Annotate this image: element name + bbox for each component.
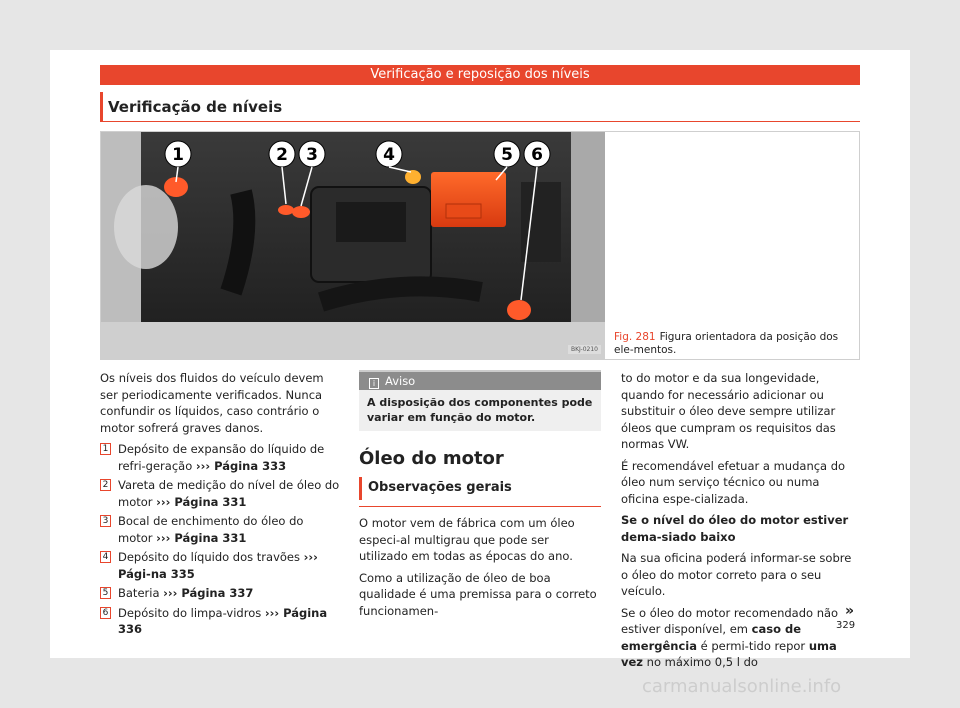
item-text: Depósito de expansão do líquido de refri-geração [118,442,325,473]
watermark: carmanualsonline.info [642,676,842,697]
item-text: Depósito do líquido dos travões [118,550,300,564]
section-title: Óleo do motor [359,448,504,469]
callout-4-label: 4 [383,145,395,165]
paragraph: to do motor e da sua longevidade, quando for necessário adicionar ou substituir o óleo deve sempre utilizar óleos que cumpram os requisitos das normas VW. [621,371,836,451]
front-bumper [101,322,605,359]
subsection-title: Observações gerais [368,479,512,495]
callout-1-label: 1 [172,145,184,165]
page-link[interactable]: ››› Página 337 [163,586,254,600]
callout-5-label: 5 [501,145,513,165]
oil-dipstick [278,205,294,215]
item-text: Depósito do limpa-vidros [118,605,262,620]
text-run: é permi-tido repor [697,638,809,653]
battery-terminal [446,204,481,218]
battery [431,172,506,227]
item-number: 1 [100,443,111,455]
notice-box [359,370,601,431]
figure-caption [614,331,854,357]
emphasis: caso de emergência [621,622,802,653]
coolant-tank [114,185,178,269]
text-run: no máximo 0,5 l do [643,655,758,669]
item-number: 6 [100,607,111,619]
figure-box [100,131,860,360]
list-item [100,605,340,638]
item-text: Bocal de enchimento do óleo do motor [118,514,304,545]
paragraph: Como a utilização de óleo de boa qualidade é uma premissa para o correto funcionamen- [359,570,597,618]
page-link[interactable]: ››› Página 331 [156,494,247,509]
page-link[interactable]: ››› Pági-na 335 [118,550,318,581]
list-item [100,549,340,582]
text-run: Se o óleo do motor recomendado não estiver disponível, em [621,605,839,636]
column-1 [100,370,340,641]
bold-heading: Se o nível do óleo do motor estiver dema-siado baixo [621,513,849,544]
subsection-underline [359,506,601,507]
figure-number: Fig. 281 [614,331,656,343]
paragraph: É recomendável efetuar a mudança do óleo num serviço técnico ou numa oficina espe-cializada. [621,458,846,506]
brake-fluid-cap [405,170,421,184]
item-number: 5 [100,587,111,599]
notice-title: Aviso [385,374,416,388]
item-text: Vareta de medição do nível de óleo do motor [118,478,340,509]
callout-6-label: 6 [531,145,543,165]
notice-text: A disposição dos componentes pode variar em função do motor. [359,390,601,431]
column-2 [359,370,601,624]
column-3 [621,370,861,676]
paragraph: O motor vem de fábrica com um óleo especi-al multigrau que pode ser utilizado em todas as épocas do ano. [359,516,575,563]
list-item [100,585,340,602]
page-link[interactable]: ››› Página 331 [156,530,247,545]
chapter-banner: Verificação e reposição dos níveis [100,65,860,85]
intro-paragraph: Os níveis dos fluidos do veículo devem ser periodicamente verificados. Nunca confundir os líquidos, caso contrário o motor sofrerá graves danos. [100,371,324,435]
list-item [100,441,340,474]
notice-header [359,372,601,390]
section-heading: Verificação de níveis [108,98,283,116]
paragraph [621,605,861,671]
heading-underline [100,121,860,122]
figure-caption-text: Figura orientadora da posição dos ele-mentos. [614,331,839,356]
subsection-heading [359,480,601,497]
engine-bay-photo [101,132,605,359]
page-link[interactable]: ››› Página 336 [118,605,328,636]
list-item [100,477,340,510]
item-number: 2 [100,479,111,491]
item-number: 4 [100,551,111,563]
subsection-accent-bar [359,477,362,500]
photo-code: BKJ-0210 [568,345,601,354]
info-icon: i [369,378,379,389]
callout-3-label: 3 [306,145,318,165]
manual-page [50,50,910,669]
callout-2-label: 2 [276,145,288,165]
item-text: Bateria [118,586,160,600]
washer-cap [507,300,531,320]
intake-hose [231,192,244,292]
engine-cover-panel [336,202,406,242]
item-number: 3 [100,515,111,527]
continue-mark: » [845,603,855,619]
page-number: 329 [836,620,856,631]
page-link[interactable]: ››› Página 333 [195,458,287,473]
oil-filler-cap [292,206,310,218]
list-item [100,513,340,546]
paragraph: Na sua oficina poderá informar-se sobre o óleo do motor correto para o seu veículo. [621,551,852,598]
emphasis: uma vez [621,638,837,669]
heading-accent-bar [100,92,103,122]
